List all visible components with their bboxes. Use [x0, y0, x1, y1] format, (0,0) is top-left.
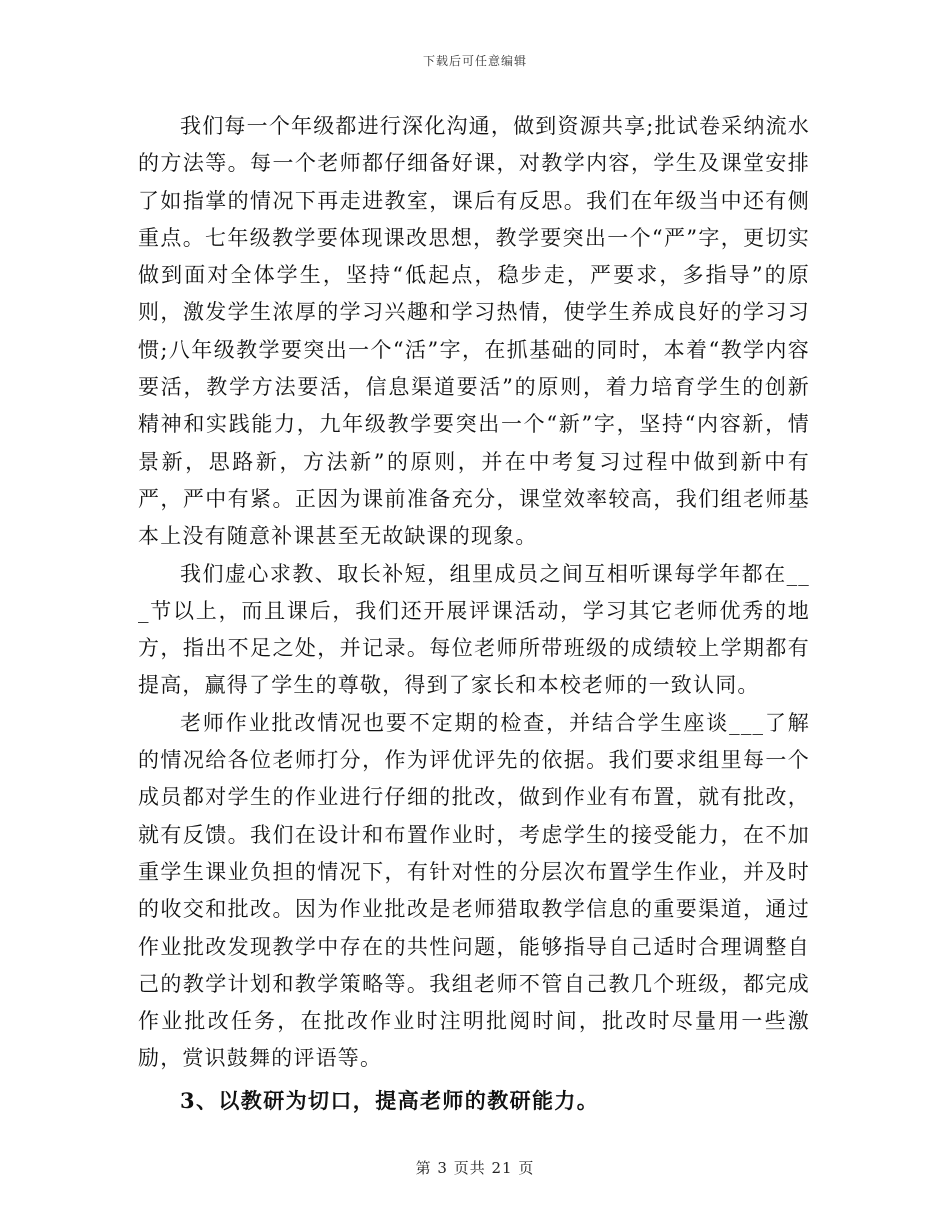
document-body — [138, 108, 810, 1119]
paragraph-grade-teaching: 我们每一个年级都进行深化沟通，做到资源共享;批试卷采纳流水的方法等。每一个老师都仔细备好课，对教学内容，学生及课堂安排了如指掌的情况下再走进教室，课后有反思。我们在年级当中还有侧重点。七年级教学要体现课改思想，教学要突出一个“严”字，更切实做到面对全体学生，坚持“低起点，稳步走，严要求，多指导”的原则，激发学生浓厚的学习兴趣和学习热情，使学生养成良好的学习习惯;八年级教学要突出一个“活”字，在抓基础的同时，本着“教学内容要活，教学方法要活，信息渠道要活”的原则，着力培育学生的创新精神和实践能力，九年级教学要突出一个“新”字，坚持“内容新，情景新，思路新，方法新”的原则，并在中考复习过程中做到新中有严，严中有紧。正因为课前准备充分，课堂效率较高，我们组老师基本上没有随意补课甚至无故缺课的现象。 — [138, 114, 810, 549]
page-header-note: 下载后可任意编辑 — [422, 54, 527, 68]
page-number: 第 3 页共 21 页 — [415, 1159, 535, 1177]
section-heading: 3、以教研为切口，提高老师的教研能力。 — [180, 1087, 600, 1113]
paragraph-homework-check: 老师作业批改情况也要不定期的检查，并结合学生座谈___了解的情况给各位老师打分，作为评优评先的依据。我们要求组里每一个成员都对学生的作业进行仔细的批改，做到作业有布置，就有批改，就有反馈。我们在设计和布置作业时，考虑学生的接受能力，在不加重学生课业负担的情况下，有针对性的分层次布置学生作业，并及时的收交和批改。因为作业批改是老师猎取教学信息的重要渠道，通过作业批改发现教学中存在的共性问题，能够指导自己适时合理调整自己的教学计划和教学策略等。我组老师不管自己教几个班级，都完成作业批改任务，在批改作业时注明批阅时间，批改时尽量用一些激励，赏识鼓舞的评语等。 — [138, 710, 810, 1071]
paragraph-peer-learning: 我们虚心求教、取长补短，组里成员之间互相听课每学年都在___节以上，而且课后，我们还开展评课活动，学习其它老师优秀的地方，指出不足之处，并记录。每位老师所带班级的成绩较上学期都有提高，赢得了学生的尊敬，得到了家长和本校老师的一致认同。 — [138, 561, 810, 698]
